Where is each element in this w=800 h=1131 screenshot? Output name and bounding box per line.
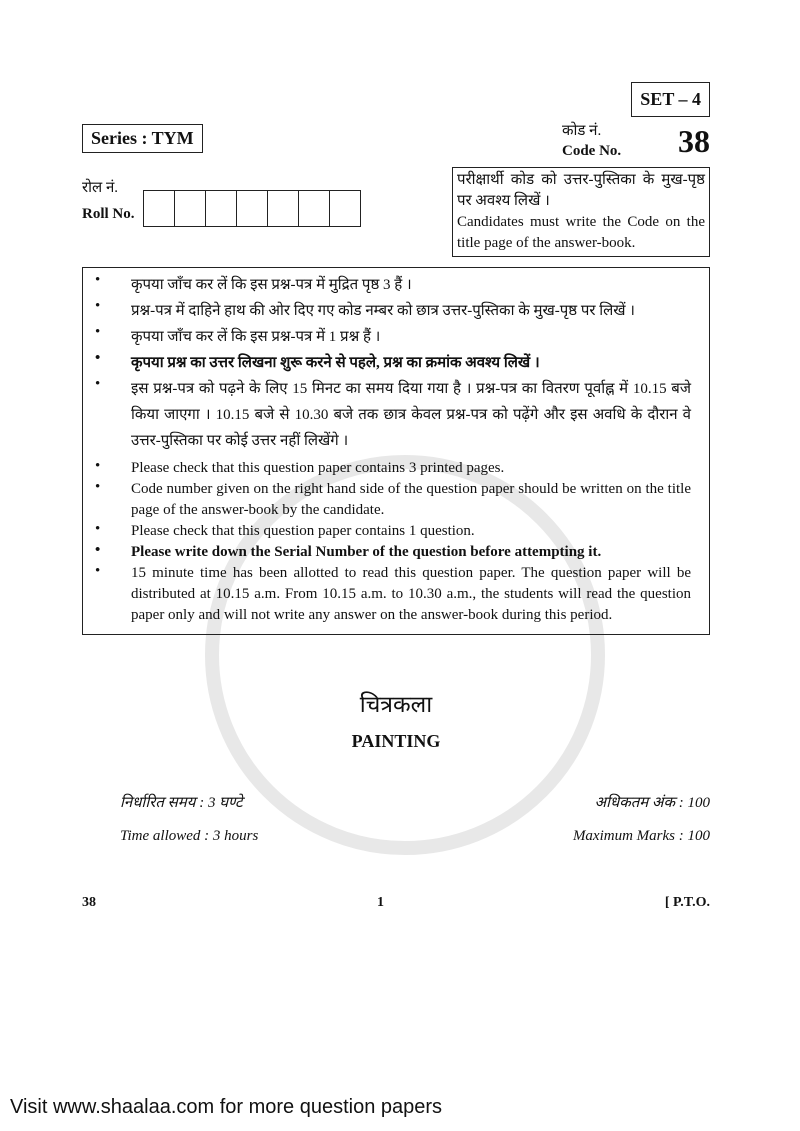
code-note-box <box>452 167 710 257</box>
page-footer <box>82 895 710 911</box>
bullet: • <box>95 521 101 537</box>
header-right <box>452 82 710 257</box>
code-row <box>452 121 710 161</box>
code-note-hi: परीक्षार्थी कोड को उत्तर-पुस्तिका के मुख-पृष्ठ पर अवश्य लिखें । <box>457 172 705 209</box>
series-badge: Series : TYM <box>82 124 203 153</box>
roll-number-boxes[interactable] <box>143 190 361 227</box>
roll-label-en: Roll No. <box>82 206 135 222</box>
title-hi: चित्रकला <box>359 692 433 717</box>
instruction-hi-2 <box>95 298 691 324</box>
instruction-text: प्रश्न-पत्र में दाहिने हाथ की ओर दिए गए कोड नम्बर को छात्र उत्तर-पुस्तिका के मुख-पृष्ठ पर लिखें । <box>131 303 635 319</box>
instruction-en-5 <box>95 563 691 626</box>
footer-pto: [ P.T.O. <box>664 895 710 910</box>
roll-labels <box>82 175 135 227</box>
instruction-hi-1 <box>95 272 691 298</box>
meta-row-hi <box>82 792 710 812</box>
bullet: • <box>95 272 101 288</box>
bullet: • <box>95 563 101 579</box>
code-number: 38 <box>678 122 710 159</box>
roll-cell[interactable] <box>144 190 174 226</box>
instruction-text: Please check that this question paper contains 3 printed pages. <box>131 460 505 476</box>
roll-cell[interactable] <box>174 190 205 226</box>
meta-row-en <box>82 828 710 845</box>
instruction-text: 15 minute time has been allotted to read this question paper. The question paper will be distributed at 10.15 a.m. From 10.15 a.m. to 10.30 a.m., the students will read the question paper only and will not write any answer on the answer-book during this period. <box>131 565 691 623</box>
instruction-hi-3 <box>95 324 691 350</box>
bullet: • <box>95 376 101 392</box>
instruction-text: कृपया जाँच कर लें कि इस प्रश्न-पत्र में मुद्रित पृष्ठ 3 हैं । <box>131 277 412 293</box>
instruction-en-2 <box>95 479 691 521</box>
code-label-en: Code No. <box>562 143 622 159</box>
max-marks-hi: अधिकतम अंक : 100 <box>594 795 710 811</box>
instruction-text: इस प्रश्न-पत्र को पढ़ने के लिए 15 मिनट का समय दिया गया है । प्रश्न-पत्र का वितरण पूर्वाह्न में 10.15 बजे किया जाएगा । 10.15 बजे से 10.30 बजे तक छात्र केवल प्रश्न-पत्र को पढ़ेंगे और इस अवधि के दौरान वे उत्तर-पुस्तिका पर कोई उत्तर नहीं लिखेंगे । <box>131 381 691 449</box>
footer-page-number: 1 <box>376 895 384 910</box>
roll-cell[interactable] <box>236 190 267 226</box>
roll-label-hi: रोल नं. <box>82 180 119 196</box>
roll-cell[interactable] <box>205 190 236 226</box>
paper-header <box>82 82 710 257</box>
header-left <box>82 82 361 227</box>
roll-number-section <box>82 175 361 227</box>
instruction-en-3 <box>95 521 691 542</box>
instruction-hi-5 <box>95 376 691 454</box>
instruction-en-1 <box>95 458 691 479</box>
instruction-text: कृपया प्रश्न का उत्तर लिखना शुरू करने से पहले, प्रश्न का क्रमांक अवश्य लिखें । <box>131 355 540 371</box>
time-allowed-hi: निर्धारित समय : 3 घण्टे <box>120 795 243 811</box>
bullet: • <box>95 350 101 366</box>
footer-code: 38 <box>82 895 96 910</box>
roll-cell[interactable] <box>329 190 360 226</box>
instruction-text: Code number given on the right hand side of the question paper should be written on the title page of the answer-book by the candidate. <box>131 481 691 518</box>
instruction-en-4 <box>95 542 691 563</box>
promo-banner[interactable]: Visit www.shaalaa.com for more question papers <box>10 1096 443 1118</box>
instruction-hi-4 <box>95 350 691 376</box>
code-label-hi: कोड नं. <box>562 123 602 139</box>
set-badge: SET – 4 <box>631 82 710 117</box>
bullet: • <box>95 458 101 474</box>
instruction-text: Please write down the Serial Number of the question before attempting it. <box>131 544 602 560</box>
bullet: • <box>95 298 101 314</box>
instructions-box <box>82 267 710 635</box>
instruction-text: कृपया जाँच कर लें कि इस प्रश्न-पत्र में 1 प्रश्न हैं । <box>131 329 381 345</box>
code-note-en: Candidates must write the Code on the title page of the answer-book. <box>457 214 705 251</box>
instruction-text: Please check that this question paper contains 1 question. <box>131 523 475 539</box>
roll-cell[interactable] <box>267 190 298 226</box>
max-marks-en: Maximum Marks : 100 <box>572 828 710 844</box>
bullet: • <box>95 479 101 495</box>
bullet: • <box>95 542 101 558</box>
bullet: • <box>95 324 101 340</box>
code-labels <box>562 121 621 161</box>
title-en: PAINTING <box>351 731 441 751</box>
time-allowed-en: Time allowed : 3 hours <box>120 828 259 844</box>
roll-cell[interactable] <box>298 190 329 226</box>
